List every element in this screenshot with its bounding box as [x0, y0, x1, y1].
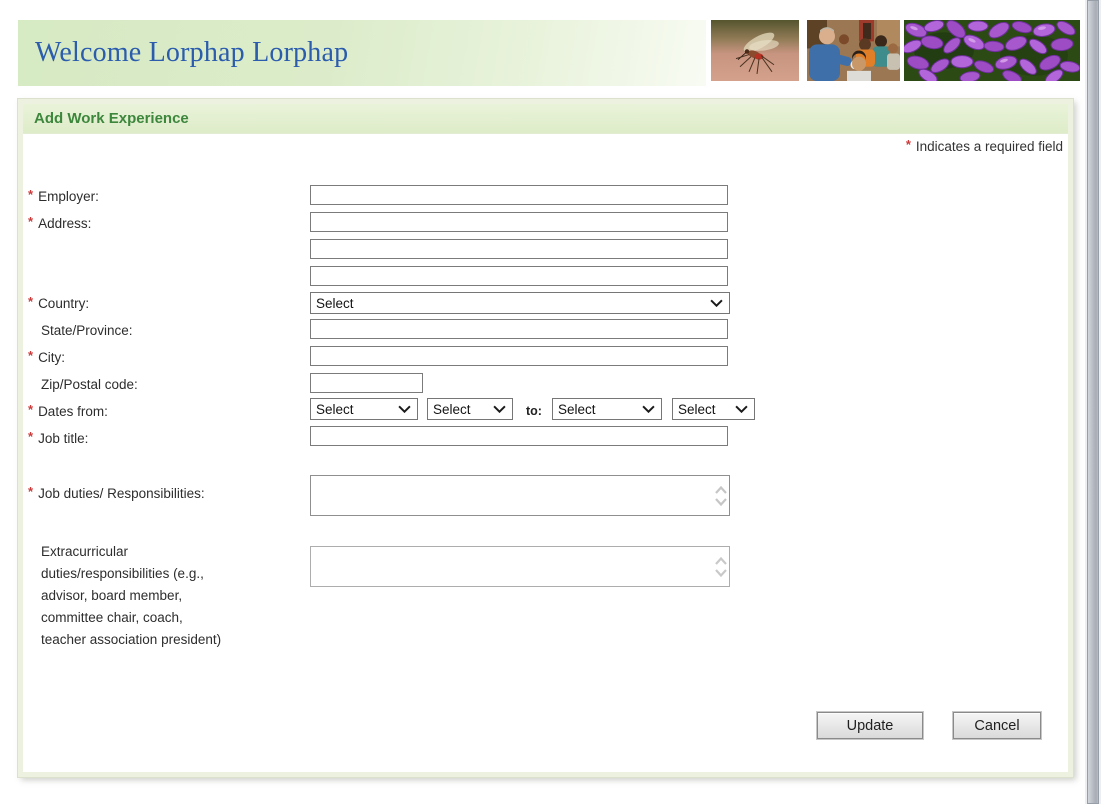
required-asterisk-icon: * [28, 402, 34, 417]
chevron-down-icon [710, 299, 723, 307]
date-from-month-select[interactable] [310, 398, 418, 420]
date-to-year-select[interactable] [672, 398, 755, 420]
chevron-down-icon [493, 405, 506, 413]
vertical-scrollbar[interactable] [1085, 0, 1101, 804]
welcome-title: Welcome Lorphap Lorphap [35, 37, 349, 68]
extracurricular-label-line: committee chair, coach, [41, 610, 183, 625]
extracurricular-textarea[interactable] [311, 547, 711, 586]
job-duties-label-row [28, 486, 205, 501]
required-asterisk-icon: * [905, 137, 911, 152]
mosquito-photo-art [711, 20, 799, 81]
employer-label: Employer: [38, 189, 99, 204]
address-label: Address: [38, 216, 92, 231]
bacteria-photo [904, 20, 1080, 81]
required-asterisk-icon: * [28, 214, 34, 229]
welcome-banner [18, 20, 706, 86]
job-duties-textarea-box [310, 475, 730, 516]
date-to-month-select[interactable] [552, 398, 662, 420]
cancel-button[interactable]: Cancel [953, 712, 1041, 739]
required-asterisk-icon: * [28, 429, 34, 444]
scroll-up-icon[interactable] [715, 557, 727, 565]
state-label: State/Province: [41, 323, 133, 338]
job-title-label: Job title: [38, 431, 89, 446]
textarea-scrollbar[interactable] [713, 547, 728, 586]
dates-to-label: to: [526, 404, 542, 418]
chevron-down-icon [398, 405, 411, 413]
state-input[interactable] [310, 319, 728, 339]
country-label: Country: [38, 296, 90, 311]
date-from-year-select[interactable] [427, 398, 513, 420]
job-title-input[interactable] [310, 426, 728, 446]
panel-title: Add Work Experience [23, 104, 1068, 134]
date-from-year-value: Select [433, 401, 471, 417]
job-duties-label: Job duties/ Responsibilities: [38, 486, 205, 501]
scrollbar-thumb[interactable] [1087, 0, 1099, 804]
community-photo [807, 20, 900, 81]
extracurricular-label-line: teacher association president) [41, 632, 222, 647]
required-field-note [906, 139, 1063, 154]
city-label-row [28, 350, 65, 365]
scroll-down-icon[interactable] [715, 569, 727, 577]
community-photo-art [807, 20, 900, 81]
employer-input[interactable] [310, 185, 728, 205]
date-to-month-value: Select [558, 401, 596, 417]
state-label-row [41, 323, 133, 338]
zip-label-row [41, 377, 138, 392]
extracurricular-label-line: advisor, board member, [41, 588, 183, 603]
job-duties-textarea[interactable] [311, 476, 711, 515]
dates-label-row [28, 404, 108, 419]
mosquito-photo [711, 20, 799, 81]
required-note-text: Indicates a required field [915, 139, 1063, 154]
required-asterisk-icon: * [28, 294, 34, 309]
extracurricular-textarea-box [310, 546, 730, 587]
country-label-row [28, 296, 89, 311]
address-label-row [28, 216, 91, 231]
zip-input[interactable] [310, 373, 423, 393]
address-line2-input[interactable] [310, 239, 728, 259]
extracurricular-label-line: duties/responsibilities (e.g., [41, 566, 204, 581]
job-title-label-row [28, 431, 88, 446]
update-button[interactable]: Update [817, 712, 923, 739]
city-input[interactable] [310, 346, 728, 366]
employer-label-row [28, 189, 99, 204]
date-to-year-value: Select [678, 401, 716, 417]
address-line3-input[interactable] [310, 266, 728, 286]
bacteria-photo-art [904, 20, 1080, 81]
city-label: City: [38, 350, 66, 365]
required-asterisk-icon: * [28, 484, 34, 499]
dates-from-label: Dates from: [38, 404, 108, 419]
extracurricular-label-line: Extracurricular [41, 544, 129, 559]
zip-label: Zip/Postal code: [41, 377, 138, 392]
country-select[interactable] [310, 292, 730, 314]
extracurricular-label [41, 541, 221, 651]
required-asterisk-icon: * [28, 348, 34, 363]
country-select-value: Select [316, 295, 354, 311]
textarea-scrollbar[interactable] [713, 476, 728, 515]
scroll-down-icon[interactable] [715, 498, 727, 506]
chevron-down-icon [735, 405, 748, 413]
address-line1-input[interactable] [310, 212, 728, 232]
scroll-up-icon[interactable] [715, 486, 727, 494]
chevron-down-icon [642, 405, 655, 413]
required-asterisk-icon: * [28, 187, 34, 202]
date-from-month-value: Select [316, 401, 354, 417]
